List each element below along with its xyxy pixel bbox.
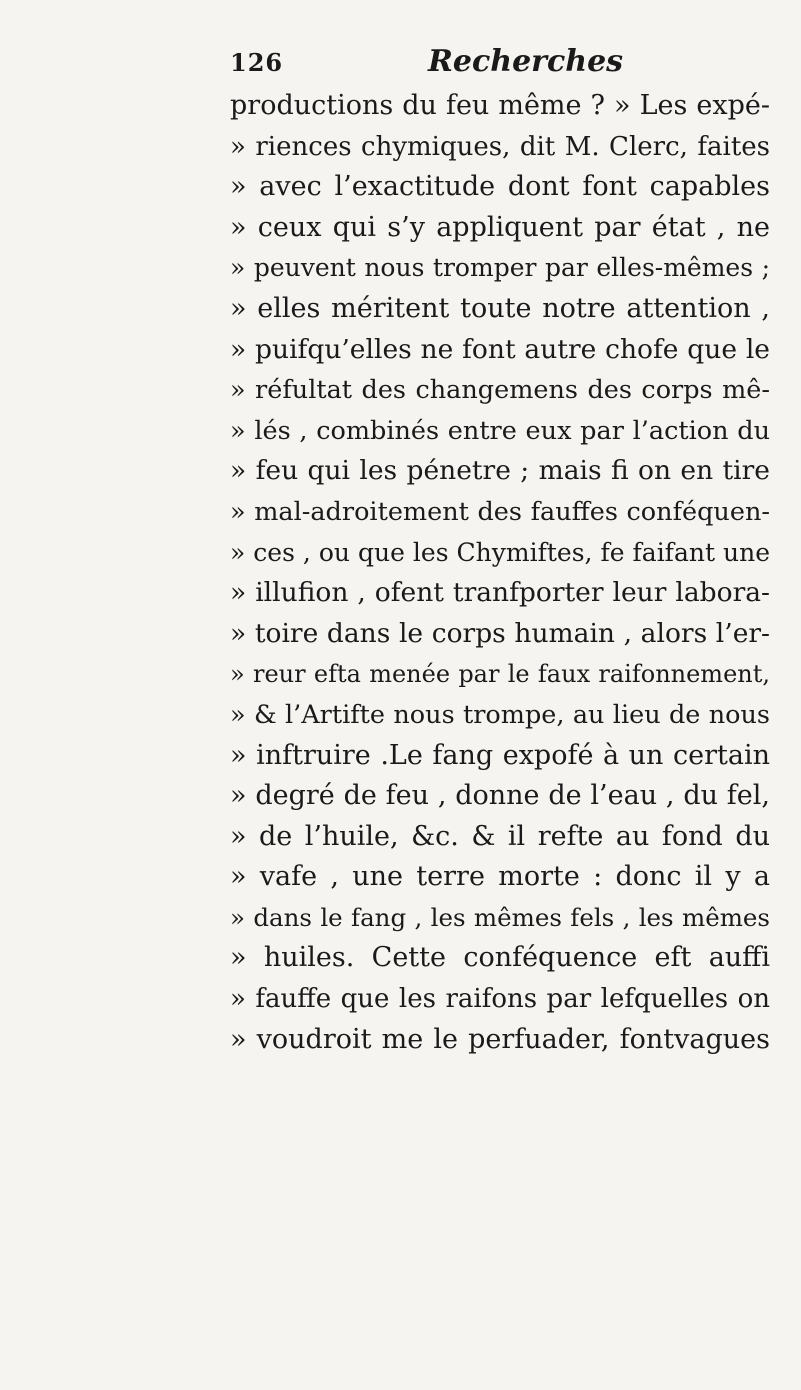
text-line: » ces , ou que les Chymiftes, fe faifant une <box>230 537 770 567</box>
text-line: » & l’Artifte nous trompe, au lieu de nous <box>230 699 770 730</box>
text-line: » riences chymiques, dit M. Clerc, faites <box>230 131 770 162</box>
text-line: » reur efta menée par le faux raifonnement, <box>230 660 770 689</box>
page-header <box>230 44 624 84</box>
page-number: 126 <box>230 48 284 77</box>
text-line: » fauffe que les raifons par lefquelles on <box>230 984 770 1015</box>
text-line: » feu qui les pénetre ; mais fi on en tire <box>230 455 770 487</box>
text-line: » inftruire .Le fang expofé à un certain <box>230 739 770 771</box>
text-line: » ceux qui s’y appliquent par état , ne <box>230 211 770 243</box>
text-line: » mal-adroitement des fauffes conféquen- <box>230 496 770 527</box>
body-text <box>230 86 770 1060</box>
text-line: » toire dans le corps humain , alors l’er- <box>230 617 770 649</box>
text-line: » elles méritent toute notre attention , <box>230 292 770 324</box>
text-line: » lés , combinés entre eux par l’action du <box>230 415 770 446</box>
text-line: » avec l’exactitude dont font capables <box>230 171 770 203</box>
text-line: » voudroit me le perfuader, fontvagues <box>230 1023 770 1055</box>
text-line: » peuvent nous tromper par elles-mêmes ; <box>230 253 770 283</box>
text-line: productions du feu même ? » Les expé- <box>230 90 770 121</box>
text-line: » puifqu’elles ne font autre chofe que le <box>230 333 770 365</box>
text-line: » réfultat des changemens des corps mê- <box>230 375 770 406</box>
text-line: » dans le fang , les mêmes fels , les mêmes <box>230 902 770 932</box>
text-line: » illufion , ofent tranfporter leur labora- <box>230 577 770 609</box>
running-head: Recherches <box>428 44 624 79</box>
text-line: » de l’huile, &c. & il refte au fond du <box>230 820 770 852</box>
text-line: » huiles. Cette conféquence eft auffi <box>230 942 770 974</box>
text-line: » degré de feu , donne de l’eau , du fel, <box>230 780 770 812</box>
text-line: » vafe , une terre morte : donc il y a <box>230 861 770 893</box>
